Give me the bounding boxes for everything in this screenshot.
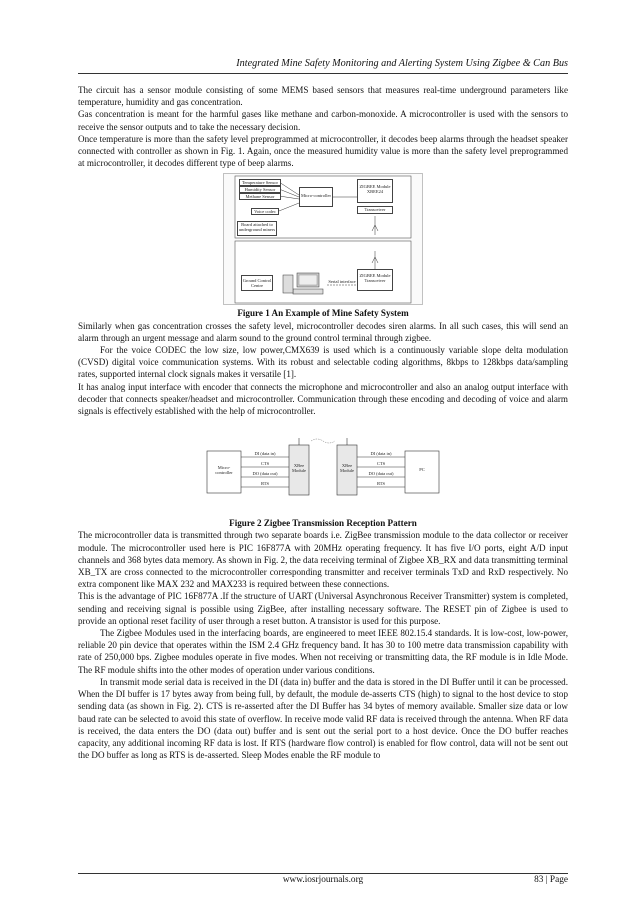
- fig2-di-label-right: DI (data in): [370, 451, 392, 457]
- fig2-do-label-left: DO (data out): [252, 471, 278, 477]
- fig2-rts-label-left: RTS: [261, 481, 269, 487]
- paragraph: The microcontroller data is transmitted through two separate boards i.e. ZigBee transmission module to the data collector or receiver module. The microcontroller used here is PIC 16F877A with 20MHz operating frequency. It has five I/O ports, eight A/D input channels and 368 bytes data memory. As shown in Fig. 2, the data receiving terminal of Zigbee XB_RX and data transmitting terminal XB_TX are cross connected to the microcontroller corresponding transmitter and receiver terminals TxD and RxD respectively. No extra component like MAX 232 and MAX233 is required between these connections.: [78, 530, 568, 590]
- fig2-rts-label-right: RTS: [377, 481, 385, 487]
- fig2-pc-label: PC: [409, 467, 435, 475]
- journal-url: www.iosrjournals.org: [282, 875, 364, 885]
- fig2-do-label-right: DO (data out): [368, 471, 394, 477]
- figure-2-diagram: [205, 437, 441, 501]
- humidity-sensor-box: Humidity Sensor: [239, 186, 281, 193]
- paragraph: It has analog input interface with encoder that connects the microphone and microcontroller and also an analog output interface with decoder that connects speaker/headset and microcontroller. Communication through these encoding and decoding of voice and alarm signals is effectively established with the help of microcontroller.: [78, 381, 568, 417]
- paragraph: This is the advantage of PIC 16F877A .If the structure of UART (Universal Asynchronous Receiver Transmitter) system is completed, sending and receiving signal is possible using ZigBee, after installing necessary software. The RESET pin of Zigbee is used to provide an optional reset facility of user through a reset button. A transistor is used for this purpose.: [78, 591, 568, 626]
- methane-sensor-box: Methane Sensor: [239, 193, 281, 200]
- transceiver-box: Transceiver: [357, 206, 393, 214]
- fig2-di-label-left: DI (data in): [254, 451, 276, 457]
- paragraph: Gas concentration is meant for the harmful gases like methane and carbon-monoxide. A microcontroller is used with the sensors to receive the sensor outputs and to take the necessary decision.: [78, 109, 568, 132]
- paragraph: Similarly when gas concentration crosses the safety level, microcontroller decodes siren alarms. In all such cases, this will send an alarm through an urgent message and alarm sound to the ground control terminal through zigbee.: [78, 320, 568, 343]
- page-number: 83 | Page: [534, 875, 568, 885]
- fig2-microcontroller-label: Micro-controller: [211, 465, 237, 479]
- footer-rule: [78, 873, 568, 874]
- figure-1-caption: Figure 1 An Example of Mine Safety System: [237, 308, 409, 319]
- figure-1-diagram: [223, 173, 423, 305]
- running-header: Integrated Mine Safety Monitoring and Alerting System Using Zigbee & Can Bus: [236, 58, 568, 69]
- zigbee-module-box: ZIGBEE Module XBEE24: [357, 179, 393, 203]
- figure-2-caption: Figure 2 Zigbee Transmission Reception Pattern: [229, 518, 417, 529]
- temperature-sensor-box: Temperature Sensor: [239, 179, 281, 186]
- serial-link-label: Serial interface: [328, 279, 356, 285]
- ground-control-box: Ground Control Centre: [241, 275, 273, 291]
- fig2-cts-label-left: CTS: [260, 461, 270, 467]
- paragraph: The Zigbee Modules used in the interfacing boards, are engineered to meet IEEE 802.15.4 standards. It is low-cost, low-power, reliable 20 pin device that operates within the ISM 2.4 GHz frequency band. It has 30 to 100 metre data transmission capability with rate of 250,000 bps. Zigbee modules operate in five modes. When not receiving or transmitting data, the RF module is in Idle Mode. The RF module shifts into the other modes of operation under various conditions.: [78, 628, 568, 675]
- fig2-xbee-left-label: XBee Module: [292, 463, 306, 474]
- article-body: [78, 84, 568, 761]
- zigbee-module-bottom-box: ZIGBEE Module Transceiver: [357, 269, 393, 291]
- board-label-box: Board attached to underground miners: [237, 221, 277, 236]
- paragraph: In transmit mode serial data is received in the DI (data in) buffer and the data is stored in the DI Buffer until it can be processed. When the DI buffer is 17 bytes away from being full, by default, the module de-asserts CTS (high) to signal to the host device to stop sending data (as shown in Fig. 2). CTS is re-asserted after the DI Buffer has 34 bytes of memory available. Smaller size data or low baud rate can be selected to avoid this state of overflow. In receive mode valid RF data is received through the antenna. When RF data is received, the data enters the DO (data out) buffer and is sent out the serial port to a host device. Once the DO buffer reaches capacity, any additional incoming RF data is lost. If RTS (hardware flow control) is enabled for flow control, data will not be sent out the DO buffer as long as RTS is de-asserted. Sleep Modes enable the RF module to: [78, 676, 568, 761]
- voice-codec-box: Voice codec: [251, 208, 279, 215]
- paragraph: For the voice CODEC the low size, low power,CMX639 is used which is a continuously variable slope delta modulation (CVSD) digital voice communication systems. With its robust and selectable coding algorithms, 8kbps to 128kbps data/sampling rates, supported internal clock signals makes it versatile [1].: [78, 345, 568, 380]
- paragraph: Once temperature is more than the safety level preprogrammed at microcontroller, it decodes beep alarms through the headset speaker connected with controller as shown in Fig. 1. Again, once the measured humidity value is more than the safety level preprogrammed at microcontroller, it decodes different type of beep alarms.: [78, 133, 568, 169]
- figure-2-svg: [205, 437, 441, 501]
- fig2-xbee-right-label: XBee Module: [340, 463, 354, 474]
- header-rule: [78, 73, 568, 74]
- paragraph: The circuit has a sensor module consisting of some MEMS based sensors that measures real-time underground parameters like temperature, humidity and gas concentration.: [78, 85, 568, 108]
- microcontroller-box: Micro-controller: [299, 187, 333, 207]
- fig2-cts-label-right: CTS: [376, 461, 386, 467]
